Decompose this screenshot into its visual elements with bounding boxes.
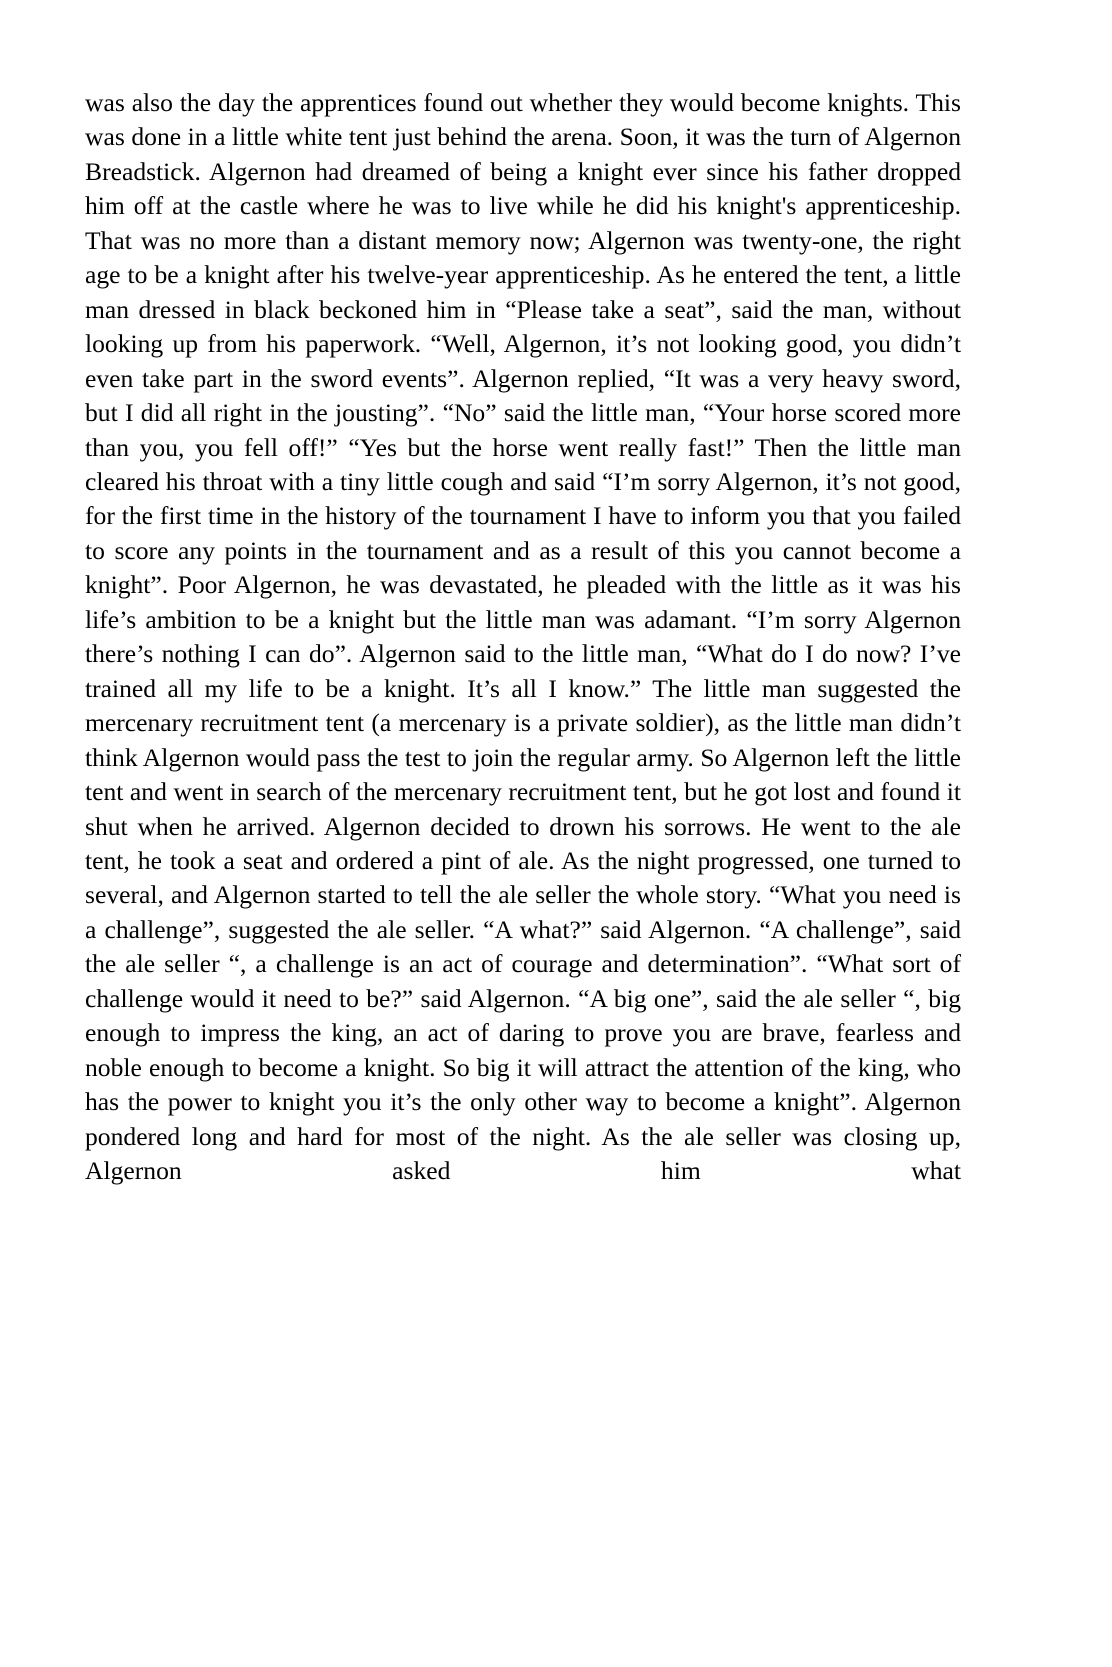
body-paragraph: was also the day the apprentices found out whether they would become knights. This was done in a little white tent just behind the arena. Soon, it was the turn of Algernon Breadstick. Algernon had dreamed of being a knight ever since his father dropped him off at the castle where he was to live while he did his knight's apprenticeship. That was no more than a distant memory now; Algernon was twenty-one, the right age to be a knight after his twelve-year apprenticeship. As he entered the tent, a little man dressed in black beckoned him in “Please take a seat”, said the man, without looking up from his paperwork. “Well, Algernon, it’s not looking good, you didn’t even take part in the sword events”. Algernon replied, “It was a very heavy sword, but I did all right in the jousting”. “No” said the little man, “Your horse scored more than you, you fell off!” “Yes but the horse went really fast!” Then the little man cleared his throat with a tiny little cough and said “I’m sorry Algernon, it’s not good, for the first time in the history of the tournament I have to inform you that you failed to score any points in the tournament and as a result of this you cannot become a knight”. Poor Algernon, he was devastated, he pleaded with the little as it was his life’s ambition to be a knight but the little man was adamant. “I’m sorry Algernon there’s nothing I can do”. Algernon said to the little man, “What do I do now? I’ve trained all my life to be a knight. It’s all I know.” The little man suggested the mercenary recruitment tent (a mercenary is a private soldier), as the little man didn’t think Algernon would pass the test to join the regular army. So Algernon left the little tent and went in search of the mercenary recruitment tent, but he got lost and found it shut when he arrived. Algernon decided to drown his sorrows. He went to the ale tent, he took a seat and ordered a pint of ale. As the night progressed, one turned to several, and Algernon started to tell the ale seller the whole story. “What you need is a challenge”, suggested the ale seller. “A what?” said Algernon. “A challenge”, said the ale seller “, a challenge is an act of courage and determination”. “What sort of challenge would it need to be?” said Algernon. “A big one”, said the ale seller “, big enough to impress the king, an act of daring to prove you are brave, fearless and noble enough to become a knight. So big it will attract the attention of the king, who has the power to knight you it’s the only other way to become a knight”. Algernon pondered long and hard for most of the night. As the ale seller was closing up, Algernon asked him what bbox=[85, 88, 961, 1186]
text-column bbox=[85, 86, 961, 1223]
